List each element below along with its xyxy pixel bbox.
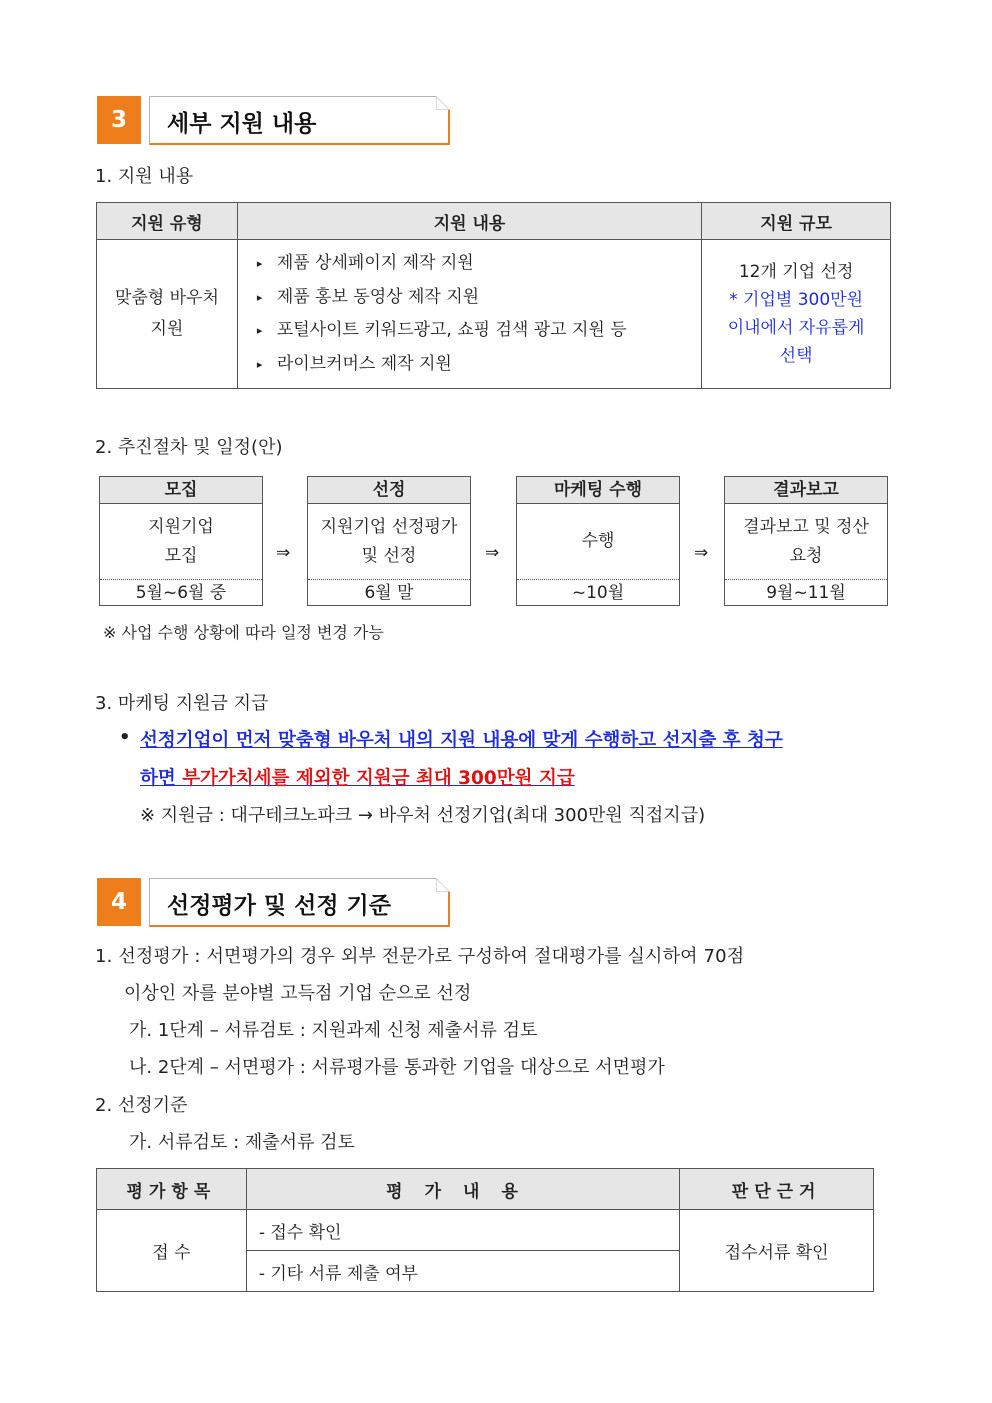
step-period: 5월~6월 중	[135, 583, 227, 603]
arrow-icon: ⇒	[485, 543, 500, 563]
step-period: 9월~11월	[766, 583, 846, 603]
payment-text-line1: 선정기업이 먼저 맞춤형 바우처 내의 지원 내용에 맞게 수행하고 선지출 후 청구	[140, 730, 783, 751]
step-title: 마케팅 수행	[517, 477, 679, 504]
folded-corner-icon	[436, 96, 450, 110]
list-item: ▸ 포털사이트 키워드광고, 쇼핑 검색 광고 지원 등	[257, 314, 700, 348]
support-table	[96, 202, 891, 389]
table-header-row	[97, 1169, 874, 1210]
section-number: 3	[97, 96, 141, 144]
payment-text-line2-a: 하면	[140, 768, 183, 789]
header-content: 지원 내용	[237, 203, 701, 240]
criteria-basis-cell: 접수서류 확인	[680, 1210, 874, 1292]
header-scale: 지원 규모	[702, 203, 891, 240]
header-item: 평가항목	[97, 1169, 247, 1210]
step-body	[308, 504, 470, 580]
support-content-cell	[237, 240, 701, 389]
step-body	[517, 504, 679, 580]
section-title-box	[149, 878, 450, 927]
arrow-icon: ⇒	[276, 543, 291, 563]
step-title: 모집	[100, 477, 262, 504]
list-item: ▸ 제품 홍보 동영상 제작 지원	[257, 281, 700, 315]
support-scale-cell	[702, 240, 891, 389]
subheading-procedure: 2. 추진절차 및 일정(안)	[95, 437, 283, 458]
section-number: 4	[97, 878, 141, 926]
payment-text-line2	[140, 764, 575, 790]
criteria-heading: 2. 선정기준	[95, 1095, 188, 1116]
section-4-header	[97, 878, 449, 928]
payment-note: ※ 지원금 : 대구테크노파크 → 바우처 선정기업(최대 300만원 직접지급)	[140, 805, 706, 826]
payment-highlight: 부가가치세를 제외한 지원금 최대 300만원 지급	[182, 768, 575, 789]
evaluation-line2: 이상인 자를 분야별 고득점 기업 순으로 선정	[124, 983, 472, 1004]
evaluation-step-b: 나. 2단계 – 서면평가 : 서류평가를 통과한 기업을 대상으로 서면평가	[129, 1057, 665, 1078]
table-header-row	[97, 203, 891, 240]
arrow-icon: ⇒	[694, 543, 709, 563]
step-period: ~10월	[571, 583, 625, 603]
section-title-box	[149, 96, 450, 145]
step-body-line: 및 선정	[361, 545, 417, 566]
header-content: 평가내용	[246, 1169, 679, 1210]
support-type-line: 맞춤형 바우처	[114, 288, 219, 308]
process-note: ※ 사업 수행 상황에 따라 일정 변경 가능	[103, 623, 384, 642]
step-body-line: 결과보고 및 정산	[743, 516, 869, 537]
step-body	[725, 504, 887, 580]
list-item: ▸ 제품 상세페이지 제작 지원	[257, 247, 700, 281]
table-row	[97, 1210, 874, 1251]
step-body-line: 요청	[789, 545, 823, 566]
step-title: 선정	[308, 477, 470, 504]
process-step-recruit	[99, 476, 263, 606]
header-type: 지원 유형	[97, 203, 238, 240]
table-row	[97, 240, 891, 389]
section-title: 세부 지원 내용	[167, 111, 317, 137]
subheading-payment: 3. 마케팅 지원금 지급	[95, 693, 269, 714]
folded-corner-icon	[436, 878, 450, 892]
step-body-line: 수행	[581, 531, 615, 551]
scale-note: 선택	[779, 346, 813, 366]
step-body	[100, 504, 262, 580]
list-item: ▸ 라이브커머스 제작 지원	[257, 348, 700, 382]
step-body-line: 지원기업	[148, 516, 214, 537]
support-type-line: 지원	[150, 319, 184, 339]
criteria-sub: 가. 서류검토 : 제출서류 검토	[129, 1132, 355, 1153]
payment-bullet: •	[119, 727, 131, 748]
evaluation-step-a: 가. 1단계 – 서류검토 : 지원과제 신청 제출서류 검토	[129, 1020, 538, 1041]
section-title: 선정평가 및 선정 기준	[167, 893, 391, 919]
criteria-content-cell: - 접수 확인	[246, 1210, 679, 1251]
criteria-item-cell: 접 수	[97, 1210, 247, 1292]
scale-note: 이내에서 자유롭게	[727, 318, 865, 338]
process-step-select	[307, 476, 471, 606]
step-body-line: 지원기업 선정평가	[320, 516, 458, 537]
step-title: 결과보고	[725, 477, 887, 504]
scale-note: * 기업별 300만원	[729, 290, 864, 310]
step-body-line: 모집	[164, 545, 198, 566]
section-3-header	[97, 96, 449, 146]
evaluation-line1: 1. 선정평가 : 서면평가의 경우 외부 전문가로 구성하여 절대평가를 실시하여 70점	[95, 946, 745, 967]
step-period: 6월 말	[364, 583, 414, 603]
process-step-marketing	[516, 476, 680, 606]
support-type-cell	[97, 240, 238, 389]
process-step-report	[724, 476, 888, 606]
criteria-content-cell: - 기타 서류 제출 여부	[246, 1251, 679, 1292]
criteria-table	[96, 1168, 874, 1292]
support-content-list	[239, 241, 700, 387]
scale-line: 12개 기업 선정	[738, 262, 854, 282]
subheading-support-content: 1. 지원 내용	[95, 166, 194, 187]
header-basis: 판단근거	[680, 1169, 874, 1210]
